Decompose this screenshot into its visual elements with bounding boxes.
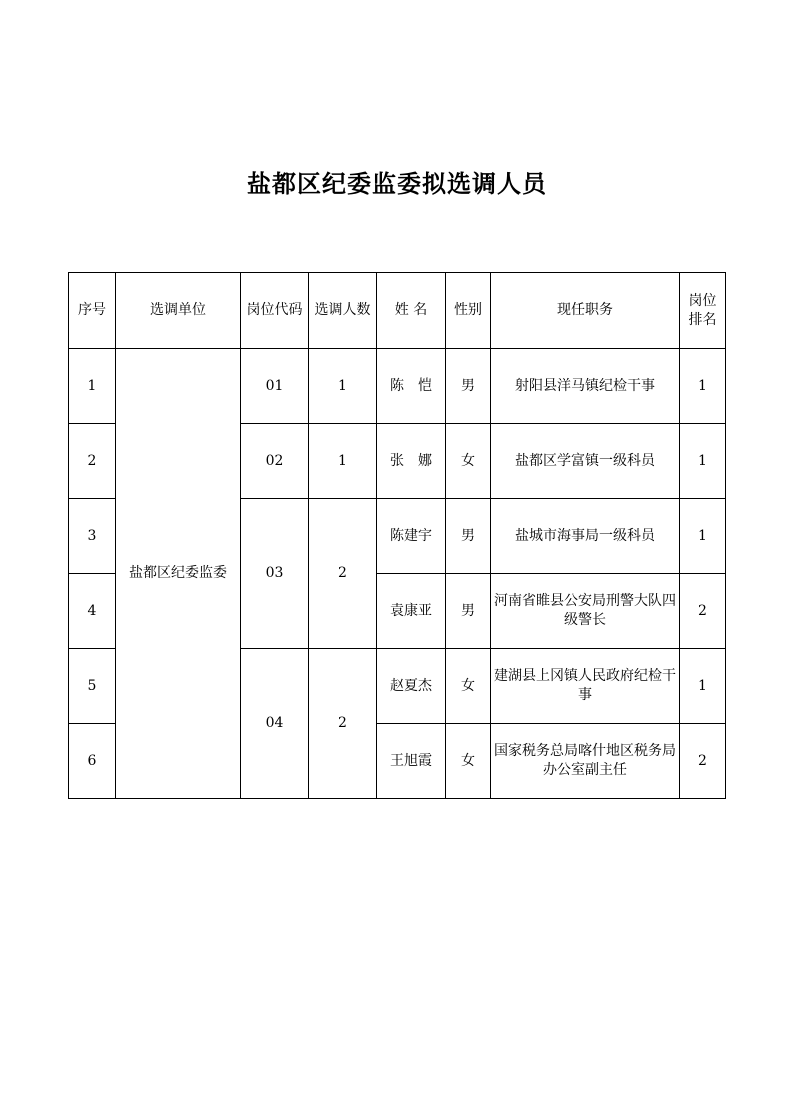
cell-rank: 1 [680, 649, 726, 724]
cell-seq: 3 [69, 499, 116, 574]
table-header-row [69, 273, 726, 349]
cell-gender: 男 [446, 349, 491, 424]
cell-current-post: 射阳县洋马镇纪检干事 [491, 349, 680, 424]
header-unit: 选调单位 [116, 273, 241, 349]
cell-rank: 1 [680, 349, 726, 424]
cell-gender: 女 [446, 649, 491, 724]
cell-current-post: 国家税务总局喀什地区税务局办公室副主任 [491, 724, 680, 799]
cell-gender: 男 [446, 499, 491, 574]
candidate-table [68, 272, 726, 799]
cell-name: 王旭霞 [377, 724, 446, 799]
table-row [69, 349, 726, 424]
cell-gender: 女 [446, 424, 491, 499]
cell-seq: 2 [69, 424, 116, 499]
cell-current-post: 河南省睢县公安局刑警大队四级警长 [491, 574, 680, 649]
cell-current-post: 盐城市海事局一级科员 [491, 499, 680, 574]
cell-name: 陈 恺 [377, 349, 446, 424]
cell-post-code: 04 [241, 649, 309, 799]
cell-quota: 2 [309, 649, 377, 799]
cell-rank: 2 [680, 574, 726, 649]
cell-current-post: 盐都区学富镇一级科员 [491, 424, 680, 499]
cell-rank: 1 [680, 499, 726, 574]
header-current-post: 现任职务 [491, 273, 680, 349]
cell-rank: 1 [680, 424, 726, 499]
cell-name: 陈建宇 [377, 499, 446, 574]
header-quota: 选调人数 [309, 273, 377, 349]
cell-post-code: 03 [241, 499, 309, 649]
header-name: 姓 名 [377, 273, 446, 349]
cell-quota: 1 [309, 349, 377, 424]
cell-name: 张 娜 [377, 424, 446, 499]
header-post-code: 岗位代码 [241, 273, 309, 349]
cell-quota: 2 [309, 499, 377, 649]
cell-name: 袁康亚 [377, 574, 446, 649]
cell-post-code: 02 [241, 424, 309, 499]
cell-unit: 盐都区纪委监委 [116, 349, 241, 799]
header-seq: 序号 [69, 273, 116, 349]
page-title: 盐都区纪委监委拟选调人员 [247, 170, 547, 198]
cell-gender: 男 [446, 574, 491, 649]
cell-seq: 6 [69, 724, 116, 799]
header-gender: 性别 [446, 273, 491, 349]
cell-rank: 2 [680, 724, 726, 799]
cell-post-code: 01 [241, 349, 309, 424]
cell-current-post: 建湖县上冈镇人民政府纪检干事 [491, 649, 680, 724]
cell-quota: 1 [309, 424, 377, 499]
cell-seq: 5 [69, 649, 116, 724]
header-rank: 岗位排名 [680, 273, 726, 349]
cell-seq: 4 [69, 574, 116, 649]
cell-gender: 女 [446, 724, 491, 799]
cell-name: 赵夏杰 [377, 649, 446, 724]
cell-seq: 1 [69, 349, 116, 424]
